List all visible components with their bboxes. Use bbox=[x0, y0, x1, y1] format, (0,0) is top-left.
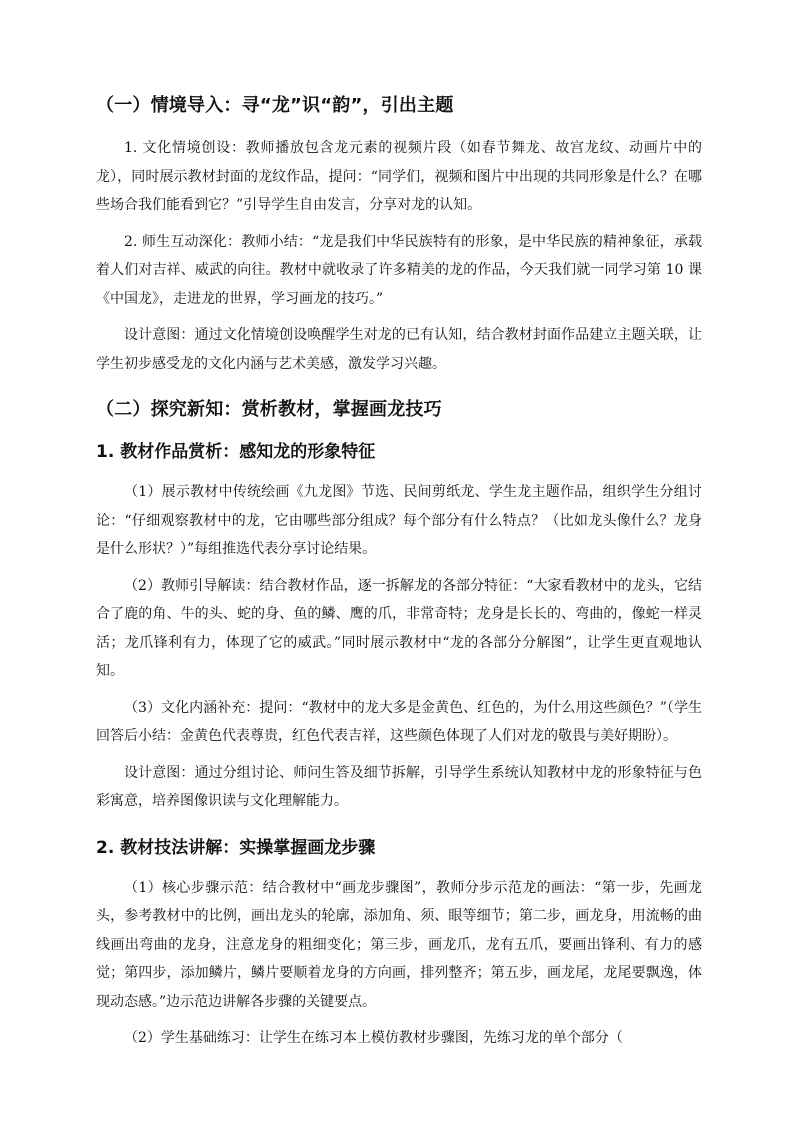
subheading-artwork-appreciation: 1. 教材作品赏析：感知龙的形象特征 bbox=[96, 442, 376, 462]
paragraph-artwork-display: （1）展示教材中传统绘画《九龙图》节选、民间剪纸龙、学生龙主题作品，组织学生分组讨论：“仔细观察教材中的龙，它由哪些部分组成？每个部分有什么特点？（比如龙头像什么？龙身是什么形状？）”每组推选代表分享讨论结果。 bbox=[96, 484, 702, 557]
paragraph-cultural-meaning: （3）文化内涵补充：提问：“教材中的龙大多是金黄色、红色的，为什么用这些颜色？”（学生回答后小结：金黄色代表尊贵，红色代表吉祥，这些颜色体现了人们对龙的敬畏与美好期盼）。 bbox=[96, 699, 702, 744]
paragraph-design-intent-1: 设计意图：通过文化情境创设唤醒学生对龙的已有认知，结合教材封面作品建立主题关联，让学生初步感受龙的文化内涵与艺术美感，激发学习兴趣。 bbox=[96, 327, 702, 372]
section-heading-intro: （一）情境导入：寻“龙”识“韵”，引出主题 bbox=[96, 95, 454, 116]
paragraph-cultural-context: 1. 文化情境创设：教师播放包含龙元素的视频片段（如春节舞龙、故宫龙纹、动画片中的龙），同时展示教材封面的龙纹作品，提问：“同学们，视频和图片中出现的共同形象是什么？在哪些场合我们能看到它？”引导学生自由发言，分享对龙的认知。 bbox=[96, 140, 702, 213]
paragraph-teacher-guidance: （2）教师引导解读：结合教材作品，逐一拆解龙的各部分特征：“大家看教材中的龙头，它结合了鹿的角、牛的头、蛇的身、鱼的鳞、鹰的爪，非常奇特；龙身是长长的、弯曲的，像蛇一样灵活；龙爪锋利有力，体现了它的威武。”同时展示教材中“龙的各部分分解图”，让学生更直观地认知。 bbox=[96, 577, 702, 679]
paragraph-design-intent-2: 设计意图：通过分组讨论、师问生答及细节拆解，引导学生系统认知教材中龙的形象特征与色彩寓意，培养图像识读与文化理解能力。 bbox=[96, 764, 702, 809]
section-heading-explore: （二）探究新知：赏析教材，掌握画龙技巧 bbox=[96, 399, 442, 420]
paragraph-step-demonstration: （1）核心步骤示范：结合教材中“画龙步骤图”，教师分步示范龙的画法：“第一步，先画龙头，参考教材中的比例，画出龙头的轮廓，添加角、须、眼等细节；第二步，画龙身，用流畅的曲线画出弯曲的龙身，注意龙身的粗细变化；第三步，画龙爪，龙有五爪，要画出锋利、有力的感觉；第四步，添加鳞片，鳞片要顺着龙身的方向画，排列整齐；第五步，画龙尾，龙尾要飘逸，体现动态感。”边示范边讲解各步骤的关键要点。 bbox=[96, 879, 702, 1010]
subheading-technique-explanation: 2. 教材技法讲解：实操掌握画龙步骤 bbox=[96, 837, 376, 858]
paragraph-teacher-student-interaction: 2. 师生互动深化：教师小结：“龙是我们中华民族特有的形象，是中华民族的精神象征，承载着人们对吉祥、威武的向往。教材中就收录了许多精美的龙的作品，今天我们就一同学习第 10 课《中国龙》，走进龙的世界，学习画龙的技巧。” bbox=[96, 233, 702, 307]
paragraph-student-practice: （2）学生基础练习：让学生在练习本上模仿教材步骤图，先练习龙的单个部分（ bbox=[124, 1030, 623, 1046]
